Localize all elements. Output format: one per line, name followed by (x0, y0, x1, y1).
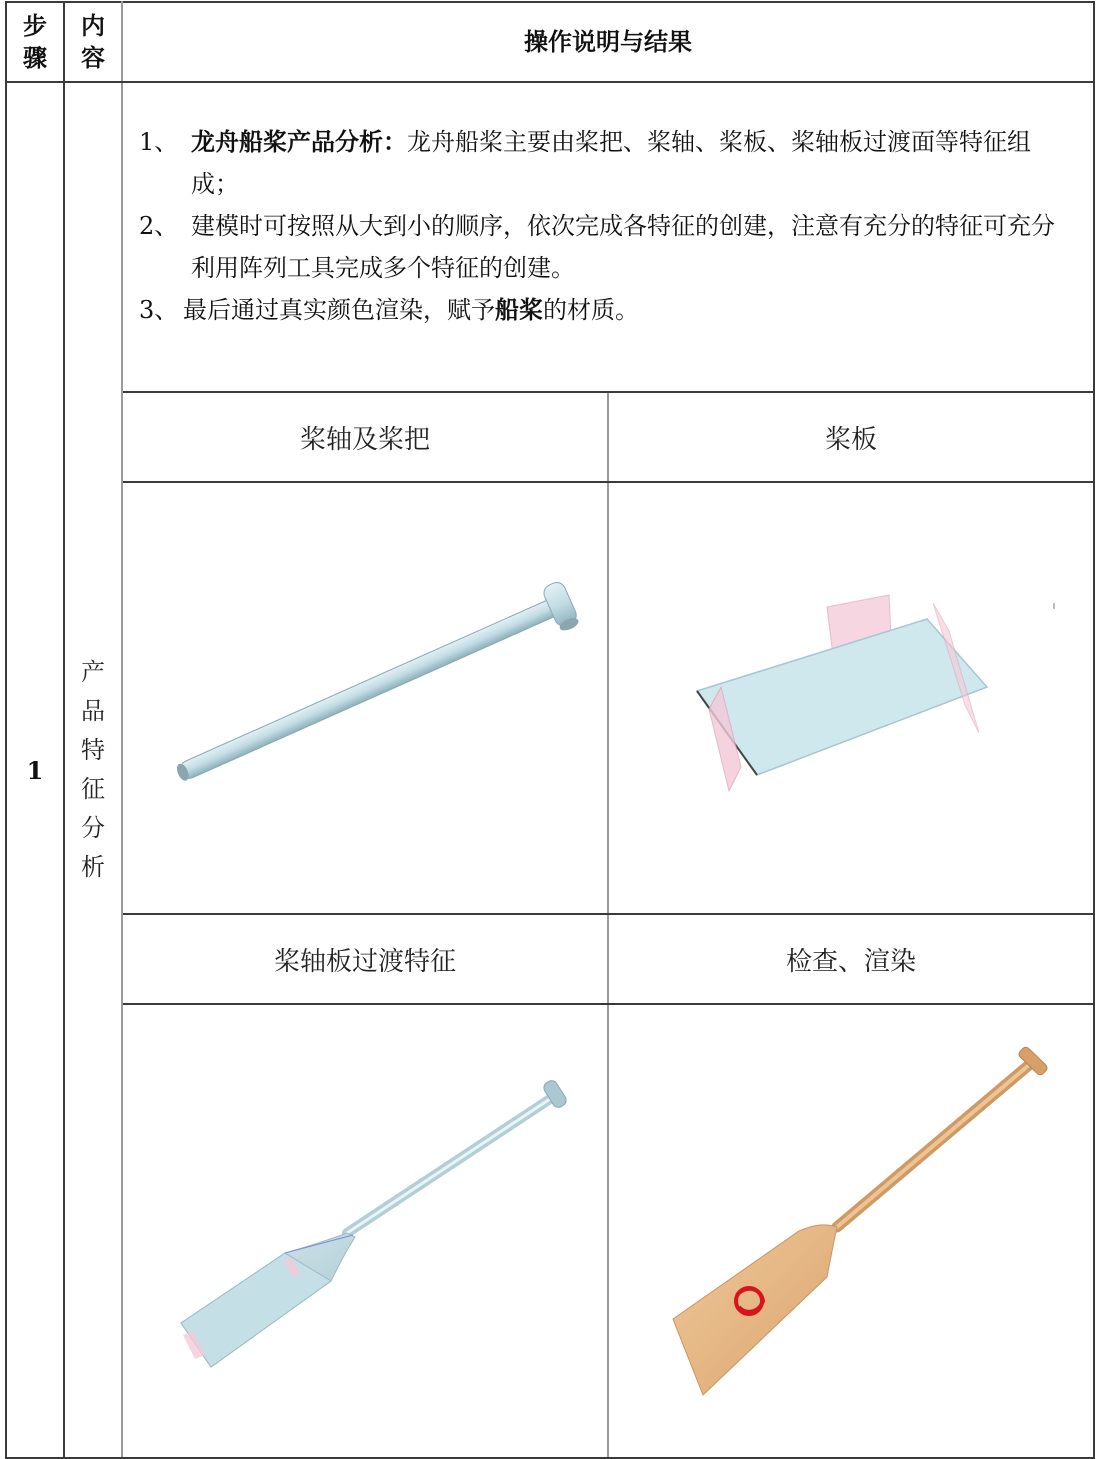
description-item-1: 1、 龙舟船桨产品分析：龙舟船桨主要由桨把、桨轴、桨板、桨轴板过渡面等特征组成； (139, 127, 1031, 198)
transition-model-image (123, 1005, 607, 1457)
panel-label-transition: 桨轴板过渡特征 (122, 914, 608, 1004)
panel-image-row-2 (6, 1004, 1094, 1458)
header-step: 步骤 (6, 2, 64, 82)
blade-model-image (609, 483, 1093, 913)
header-row (6, 2, 1094, 82)
step-table (5, 1, 1095, 1459)
panel-image-row-1 (6, 482, 1094, 914)
panel-label-blade: 桨板 (608, 392, 1094, 482)
header-instructions: 操作说明与结果 (122, 2, 1094, 82)
panel-image-transition (122, 1004, 608, 1458)
content-label-cell (64, 82, 122, 1458)
description-item-2: 2、 建模时可按照从大到小的顺序，依次完成各特征的创建，注意有充分的特征可充分利用阵列工具完成多个特征的创建。 (139, 212, 1055, 282)
panel-label-render: 检查、渲染 (608, 914, 1094, 1004)
header-content: 内容 (64, 2, 122, 82)
panel-label-row-2 (6, 914, 1094, 1004)
step-number: 1 (6, 82, 64, 1458)
panel-label-shaft-handle: 桨轴及桨把 (122, 392, 608, 482)
panel-image-render (608, 1004, 1094, 1458)
shaft-handle-model-image (123, 483, 607, 913)
content-label: 产品特征分析 (81, 658, 105, 881)
description-cell (122, 82, 1094, 392)
description-row (6, 82, 1094, 392)
description-item-3: 3、 最后通过真实颜色渲染，赋予船桨的材质。 (139, 295, 639, 324)
panel-label-row-1 (6, 392, 1094, 482)
panel-image-blade (608, 482, 1094, 914)
description-list (139, 121, 1077, 331)
panel-image-shaft-handle (122, 482, 608, 914)
analysis-heading: 龙舟船桨产品分析： (191, 127, 407, 156)
rendered-paddle-image (609, 1005, 1093, 1457)
